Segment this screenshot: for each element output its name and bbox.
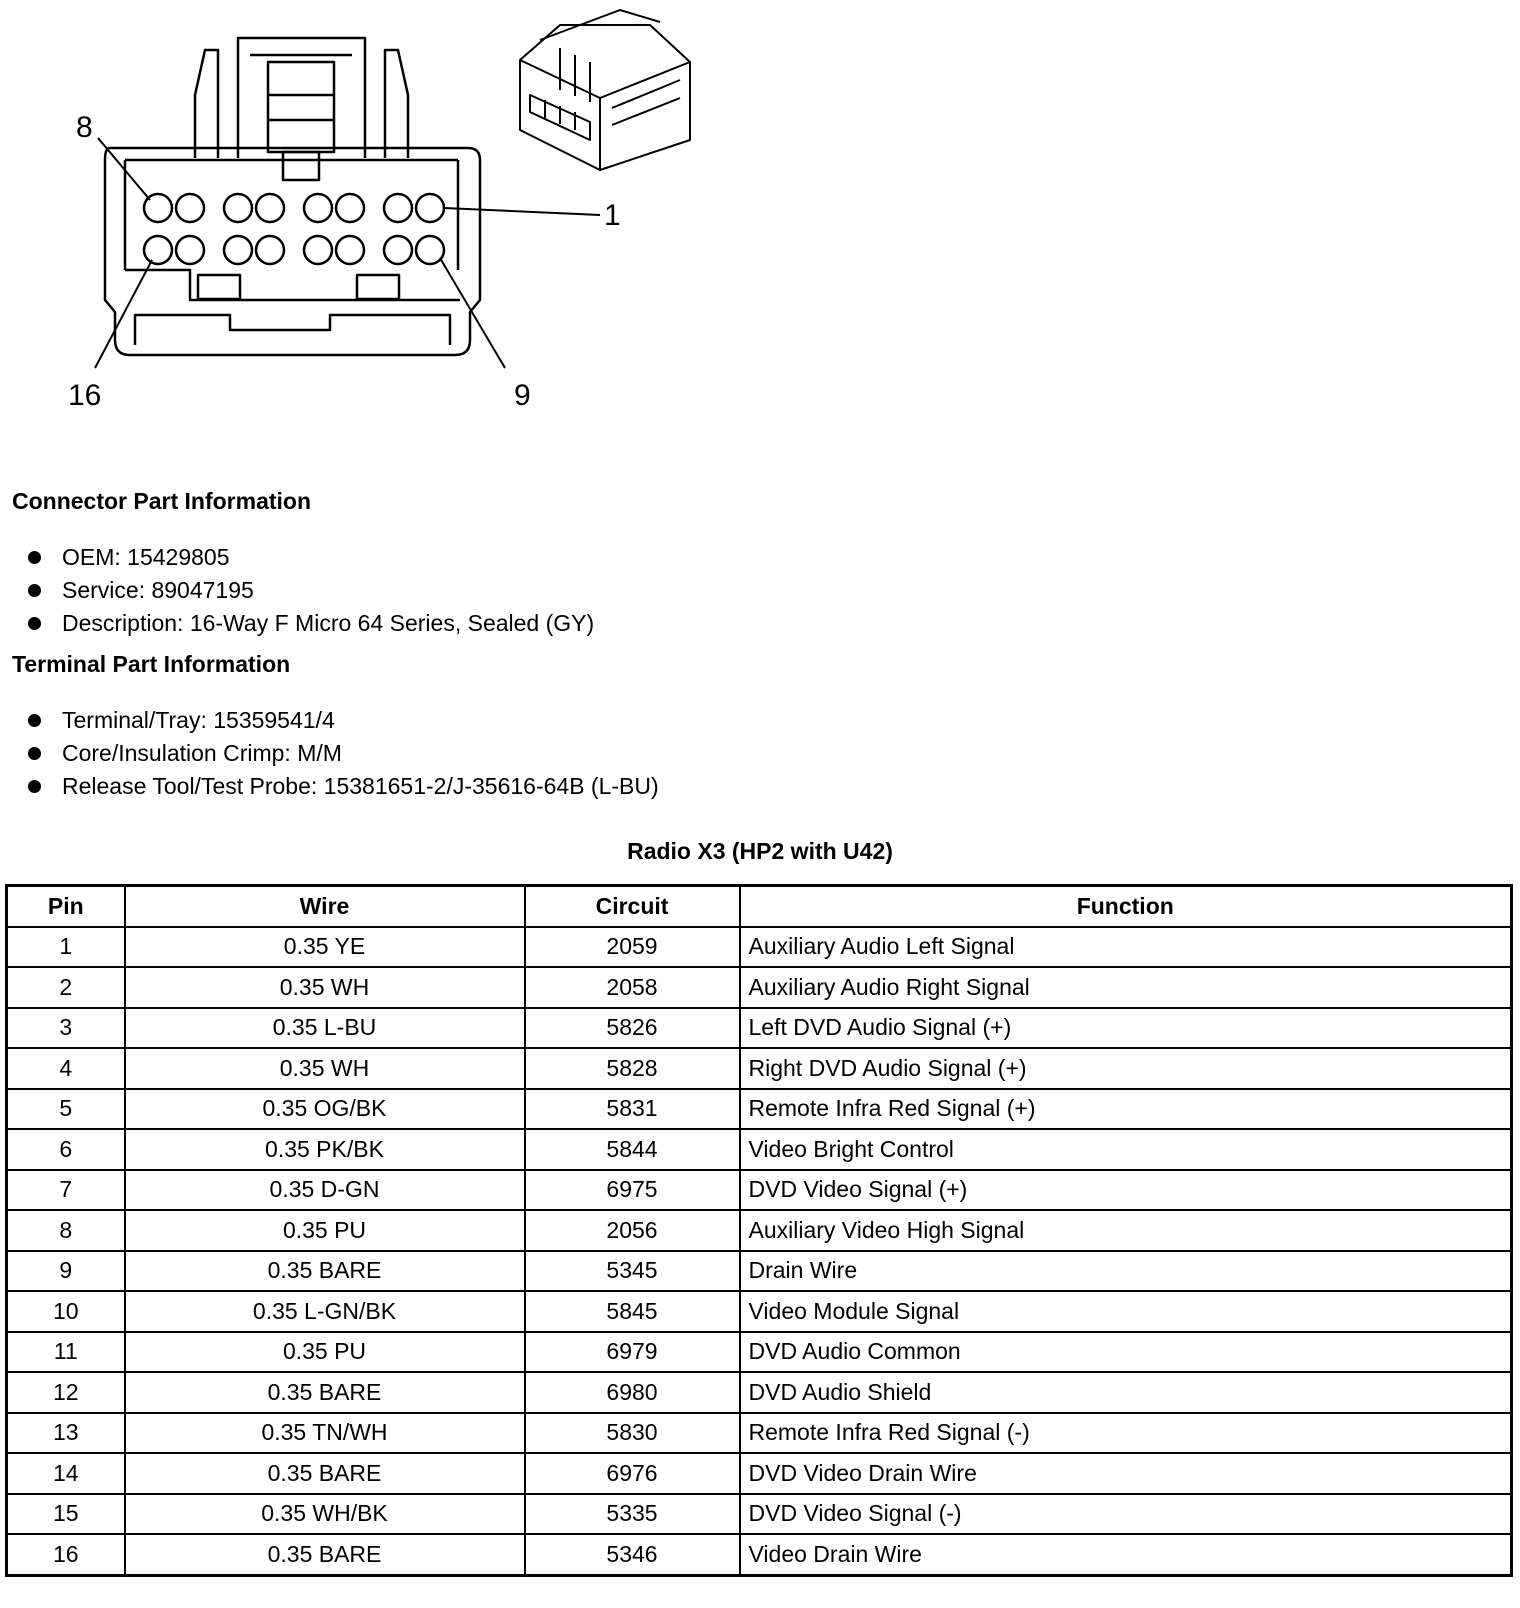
cell-circuit: 6976 [525, 1453, 740, 1494]
cell-function: DVD Video Signal (+) [740, 1170, 1512, 1211]
table-title: Radio X3 (HP2 with U42) [627, 838, 893, 864]
terminal-part-info-title: Terminal Part Information [12, 651, 291, 677]
cell-pin: 13 [7, 1413, 125, 1454]
cell-circuit: 5828 [525, 1048, 740, 1089]
cell-wire: 0.35 WH [125, 967, 525, 1008]
table-row [7, 1089, 1512, 1130]
table-row [7, 927, 1512, 968]
cell-function: Drain Wire [740, 1251, 1512, 1292]
cell-wire: 0.35 L-BU [125, 1008, 525, 1049]
cell-function: Video Drain Wire [740, 1534, 1512, 1575]
cell-function: Remote Infra Red Signal (-) [740, 1413, 1512, 1454]
table-row [7, 1534, 1512, 1575]
cell-circuit: 2056 [525, 1210, 740, 1251]
list-item-text: Service: 89047195 [62, 577, 254, 603]
cell-pin: 12 [7, 1372, 125, 1413]
cell-function: DVD Video Signal (-) [740, 1494, 1512, 1535]
cell-wire: 0.35 WH/BK [125, 1494, 525, 1535]
bullet-icon [28, 584, 41, 597]
cell-pin: 7 [7, 1170, 125, 1211]
cell-circuit: 6975 [525, 1170, 740, 1211]
list-item [28, 607, 594, 640]
list-item [28, 704, 659, 737]
cell-circuit: 5831 [525, 1089, 740, 1130]
cell-circuit: 5844 [525, 1129, 740, 1170]
cell-circuit: 6979 [525, 1332, 740, 1373]
table-row [7, 1332, 1512, 1373]
table-row [7, 1413, 1512, 1454]
cell-function: Remote Infra Red Signal (+) [740, 1089, 1512, 1130]
cell-pin: 9 [7, 1251, 125, 1292]
connector-part-info-title: Connector Part Information [12, 488, 312, 514]
cell-function: Auxiliary Audio Left Signal [740, 927, 1512, 968]
bullet-icon [28, 714, 41, 727]
table-row [7, 1048, 1512, 1089]
cell-circuit: 5845 [525, 1291, 740, 1332]
pin-label-8: 8 [76, 111, 93, 144]
table-row [7, 1453, 1512, 1494]
cell-circuit: 5826 [525, 1008, 740, 1049]
cell-wire: 0.35 PU [125, 1210, 525, 1251]
cell-pin: 8 [7, 1210, 125, 1251]
cell-pin: 15 [7, 1494, 125, 1535]
header-wire: Wire [125, 886, 525, 927]
cell-circuit: 2058 [525, 967, 740, 1008]
table-row [7, 1210, 1512, 1251]
cell-wire: 0.35 BARE [125, 1453, 525, 1494]
table-row [7, 1494, 1512, 1535]
connector-3d-sketch [520, 10, 690, 170]
list-item [28, 737, 659, 770]
table-row [7, 1008, 1512, 1049]
terminal-part-info-list [28, 704, 659, 803]
cell-pin: 16 [7, 1534, 125, 1575]
table-row [7, 1372, 1512, 1413]
cell-pin: 6 [7, 1129, 125, 1170]
pin-label-16: 16 [68, 379, 102, 412]
cell-pin: 3 [7, 1008, 125, 1049]
connector-diagram [0, 0, 760, 440]
cell-wire: 0.35 BARE [125, 1251, 525, 1292]
cell-circuit: 5345 [525, 1251, 740, 1292]
bullet-icon [28, 780, 41, 793]
pin-label-1: 1 [604, 199, 621, 232]
cell-wire: 0.35 PK/BK [125, 1129, 525, 1170]
list-item [28, 541, 594, 574]
cell-circuit: 5346 [525, 1534, 740, 1575]
table-header-row [7, 886, 1512, 927]
connector-part-info-list [28, 541, 594, 640]
list-item [28, 574, 594, 607]
table-body [7, 927, 1512, 1576]
cell-pin: 4 [7, 1048, 125, 1089]
table-row [7, 1251, 1512, 1292]
cell-function: Left DVD Audio Signal (+) [740, 1008, 1512, 1049]
cell-wire: 0.35 PU [125, 1332, 525, 1373]
header-circuit: Circuit [525, 886, 740, 927]
cell-wire: 0.35 TN/WH [125, 1413, 525, 1454]
cell-function: Right DVD Audio Signal (+) [740, 1048, 1512, 1089]
list-item-text: Release Tool/Test Probe: 15381651-2/J-35616-64B (L-BU) [62, 773, 659, 799]
cell-function: Auxiliary Video High Signal [740, 1210, 1512, 1251]
list-item-text: Description: 16-Way F Micro 64 Series, Sealed (GY) [62, 610, 595, 636]
bullet-icon [28, 551, 41, 564]
cell-pin: 2 [7, 967, 125, 1008]
pinout-table [5, 884, 1513, 1577]
cell-function: DVD Video Drain Wire [740, 1453, 1512, 1494]
list-item-text: Terminal/Tray: 15359541/4 [62, 707, 335, 733]
cell-wire: 0.35 BARE [125, 1372, 525, 1413]
cell-wire: 0.35 YE [125, 927, 525, 968]
header-pin: Pin [7, 886, 125, 927]
cell-pin: 14 [7, 1453, 125, 1494]
top-row-cavities [144, 194, 444, 222]
cell-wire: 0.35 OG/BK [125, 1089, 525, 1130]
header-function: Function [740, 886, 1512, 927]
list-item [28, 770, 659, 803]
cell-function: Video Module Signal [740, 1291, 1512, 1332]
table-row [7, 1170, 1512, 1211]
cell-wire: 0.35 BARE [125, 1534, 525, 1575]
cell-circuit: 6980 [525, 1372, 740, 1413]
cell-circuit: 5830 [525, 1413, 740, 1454]
cell-function: DVD Audio Shield [740, 1372, 1512, 1413]
connector-latch [195, 38, 408, 180]
cell-pin: 11 [7, 1332, 125, 1373]
cell-circuit: 2059 [525, 927, 740, 968]
cell-circuit: 5335 [525, 1494, 740, 1535]
cell-pin: 5 [7, 1089, 125, 1130]
table-row [7, 1129, 1512, 1170]
bullet-icon [28, 747, 41, 760]
list-item-text: OEM: 15429805 [62, 544, 230, 570]
list-item-text: Core/Insulation Crimp: M/M [62, 740, 342, 766]
cell-wire: 0.35 D-GN [125, 1170, 525, 1211]
table-row [7, 1291, 1512, 1332]
cell-function: DVD Audio Common [740, 1332, 1512, 1373]
cell-wire: 0.35 L-GN/BK [125, 1291, 525, 1332]
bullet-icon [28, 617, 41, 630]
pin-label-9: 9 [514, 379, 531, 412]
cell-pin: 10 [7, 1291, 125, 1332]
cell-function: Auxiliary Audio Right Signal [740, 967, 1512, 1008]
cell-pin: 1 [7, 927, 125, 968]
bottom-row-cavities [144, 236, 444, 264]
table-row [7, 967, 1512, 1008]
cell-wire: 0.35 WH [125, 1048, 525, 1089]
cell-function: Video Bright Control [740, 1129, 1512, 1170]
